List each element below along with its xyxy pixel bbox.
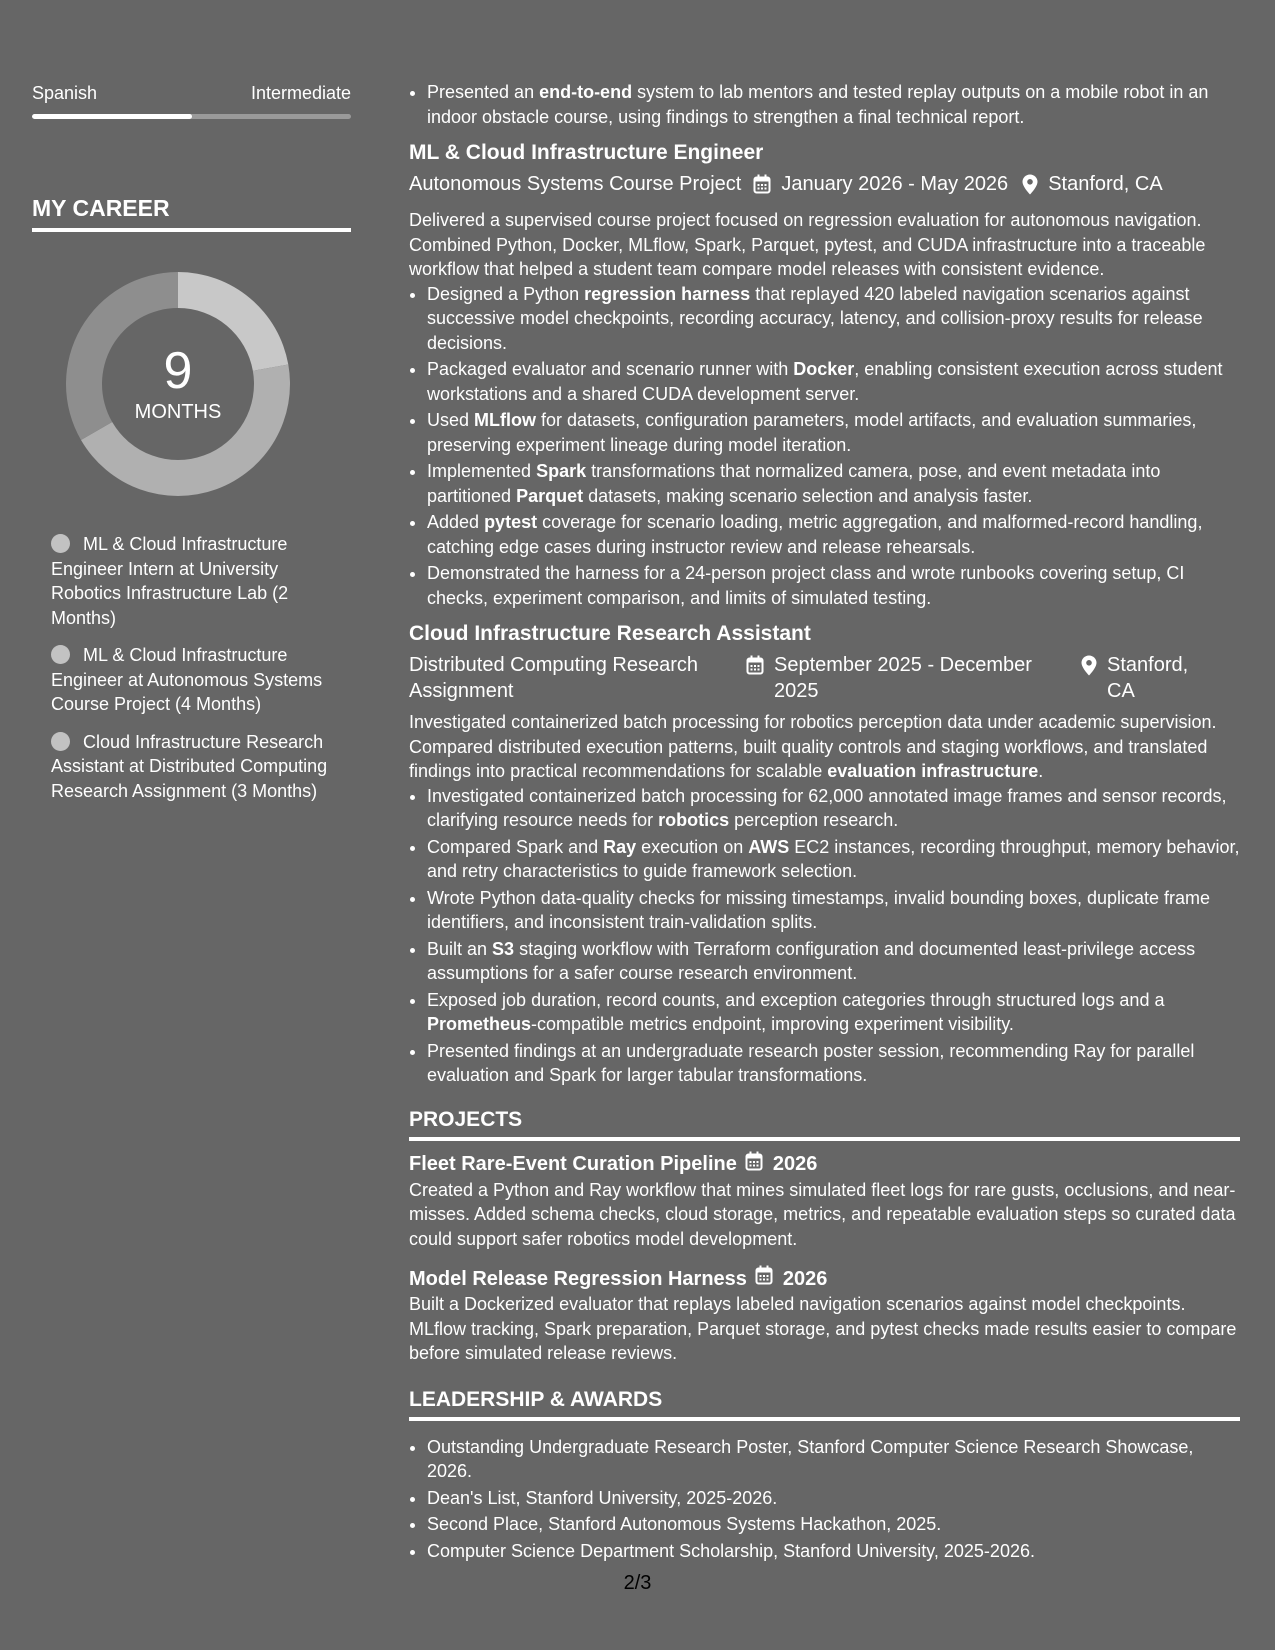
experience-bullet: • Wrote Python data-quality checks for missing timestamps, invalid bounding boxes, duplicate frame identifiers, and inconsistent train-validation splits. (427, 886, 1240, 935)
job-organization: Autonomous Systems Course Project (409, 173, 742, 195)
project-title-row (409, 1151, 1240, 1178)
job-location: Stanford, CA (1107, 654, 1189, 702)
experience-bullet: • Implemented Spark transformations that normalized camera, pose, and event metadata into partitioned Parquet datasets, making scenario selection and analysis faster. (427, 459, 1240, 508)
project-year: 2026 (772, 1153, 818, 1175)
project-title-row (409, 1265, 1240, 1292)
language-proficiency-bar (32, 114, 351, 119)
calendar-icon (755, 1265, 773, 1292)
awards-heading: LEADERSHIP & AWARDS (409, 1386, 1240, 1421)
experience-bullet: • Investigated containerized batch processing for 62,000 annotated image frames and sensor records, clarifying resource needs for robotics perception research. (427, 784, 1240, 833)
project-description: Built a Dockerized evaluator that replays labeled navigation scenarios against model checkpoints. MLflow tracking, Spark preparation, Parquet storage, and pytest checks made results easier to compare before simulated release reviews. (409, 1294, 1237, 1363)
experience-bullet: • Presented an end-to-end system to lab mentors and tested replay outputs on a mobile robot in an indoor obstacle course, using findings to strengthen a final technical report. (427, 80, 1240, 129)
career-item-text: Cloud Infrastructure Research Assistant at Distributed Computing Research Assignment (3 Months) (51, 731, 328, 801)
language-row (32, 80, 351, 106)
language-name: Spanish (32, 83, 98, 103)
donut-total-unit: MONTHS (134, 401, 222, 423)
job-location-group (1022, 171, 1163, 202)
experience-bullet: • Compared Spark and Ray execution on AWS EC2 instances, recording throughput, memory behavior, and retry characteristics to guide framework selection. (427, 835, 1240, 884)
calendar-icon (745, 1151, 763, 1178)
award-item: • Dean's List, Stanford University, 2025-2026. (427, 1486, 1240, 1511)
career-item (51, 532, 351, 630)
experience-bullet: • Built an S3 staging workflow with Terraform configuration and documented least-privilege access assumptions for a safer course research environment. (427, 937, 1240, 986)
experience-bullet: • Designed a Python regression harness that replayed 420 labeled navigation scenarios against successive model checkpoints, recording accuracy, latency, and collision-proxy results for release decisions. (427, 282, 1240, 356)
experience-entry (409, 620, 1240, 1088)
project-title: Model Release Regression Harness (409, 1267, 747, 1290)
experience-bullet: • Added pytest coverage for scenario loading, metric aggregation, and malformed-record handling, catching edge cases during instructor review and release rehearsals. (427, 510, 1240, 559)
experience-entry (409, 139, 1240, 610)
career-item (51, 730, 351, 804)
career-dot-icon (51, 645, 70, 664)
career-dot-icon (51, 732, 70, 751)
experience-list (409, 139, 1240, 1088)
project-entry (409, 1265, 1240, 1366)
career-list (32, 532, 351, 803)
award-item: • Second Place, Stanford Autonomous Systems Hackathon, 2025. (427, 1512, 1240, 1537)
language-proficiency-fill (32, 114, 192, 119)
project-title: Fleet Rare-Event Curation Pipeline (409, 1153, 737, 1175)
job-organization: Distributed Computing Research Assignment (409, 654, 699, 702)
experience-bullet: • Used MLflow for datasets, configuration parameters, model artifacts, and evaluation summaries, preserving experiment lineage during model iteration. (427, 408, 1240, 457)
job-description: Investigated containerized batch processing for robotics perception data under academic supervision. Compared distributed execution patterns, built quality controls and staging workflows, and translated findings into practical recommendations for scalable evaluation infrastructure. (409, 712, 1217, 781)
job-title: ML & Cloud Infrastructure Engineer (409, 141, 764, 164)
job-bullets (409, 282, 1240, 611)
career-item-text: ML & Cloud Infrastructure Engineer at Autonomous Systems Course Project (4 Months) (51, 645, 323, 714)
project-description: Created a Python and Ray workflow that mines simulated fleet logs for rare gusts, occlusions, and near-misses. Added schema checks, cloud storage, metrics, and repeatable evaluation steps so curated data could support safer robotics model development. (409, 1179, 1236, 1249)
career-item (51, 643, 351, 717)
career-donut-chart (66, 272, 290, 496)
job-location: Stanford, CA (1048, 173, 1163, 195)
experience-bullet: • Presented findings at an undergraduate research poster session, recommending Ray for parallel evaluation and Spark for larger tabular transformations. (427, 1039, 1240, 1088)
awards-list (409, 1435, 1240, 1564)
main-content (409, 80, 1240, 1565)
experience-bullet: • Exposed job duration, record counts, and exception categories through structured logs and a Prometheus-compatible metrics endpoint, improving experiment visibility. (427, 988, 1240, 1037)
location-pin-icon (1022, 174, 1038, 202)
calendar-icon (746, 655, 764, 682)
job-dates-group (753, 171, 1008, 201)
award-item: • Computer Science Department Scholarship, Stanford University, 2025-2026. (427, 1539, 1240, 1564)
job-dates-group (746, 652, 1081, 704)
donut-total-number: 9 (163, 342, 193, 400)
page-number: 2/3 (623, 1572, 652, 1594)
career-item-text: ML & Cloud Infrastructure Engineer Intern at University Robotics Infrastructure Lab (2 Months) (51, 534, 289, 628)
job-meta (409, 171, 1240, 202)
experience-bullet: • Demonstrated the harness for a 24-person project class and wrote runbooks covering setup, CI checks, experiment comparison, and limits of simulated testing. (427, 561, 1240, 610)
job-dates: January 2026 - May 2026 (781, 173, 1009, 195)
award-item: • Outstanding Undergraduate Research Poster, Stanford Computer Science Research Showcase, 2026. (427, 1435, 1240, 1484)
experience-bullet: • Packaged evaluator and scenario runner with Docker, enabling consistent execution across student workstations and a shared CUDA development server. (427, 357, 1240, 406)
job-dates: September 2025 - December 2025 (774, 654, 1032, 702)
career-heading: MY CAREER (32, 194, 351, 232)
language-level: Intermediate (250, 83, 351, 103)
projects-list (409, 1151, 1240, 1366)
job-title: Cloud Infrastructure Research Assistant (409, 622, 811, 645)
job-meta (409, 652, 1240, 704)
career-dot-icon (51, 534, 70, 553)
location-pin-icon (1081, 655, 1097, 683)
project-entry (409, 1151, 1240, 1252)
sidebar (32, 80, 351, 816)
job-description: Delivered a supervised course project focused on regression evaluation for autonomous navigation. Combined Python, Docker, MLflow, Spark, Parquet, pytest, and CUDA infrastructure into a traceable workflow that helped a student team compare model releases with consistent evidence. (409, 210, 1206, 279)
calendar-icon (753, 174, 771, 201)
project-year-group (755, 1265, 828, 1292)
carry-over-bullets (409, 80, 1240, 129)
job-bullets (409, 784, 1240, 1088)
projects-heading: PROJECTS (409, 1106, 1240, 1141)
job-location-group (1081, 652, 1199, 704)
project-year: 2026 (782, 1267, 828, 1290)
project-year-group (745, 1151, 818, 1178)
donut-center (66, 272, 290, 496)
